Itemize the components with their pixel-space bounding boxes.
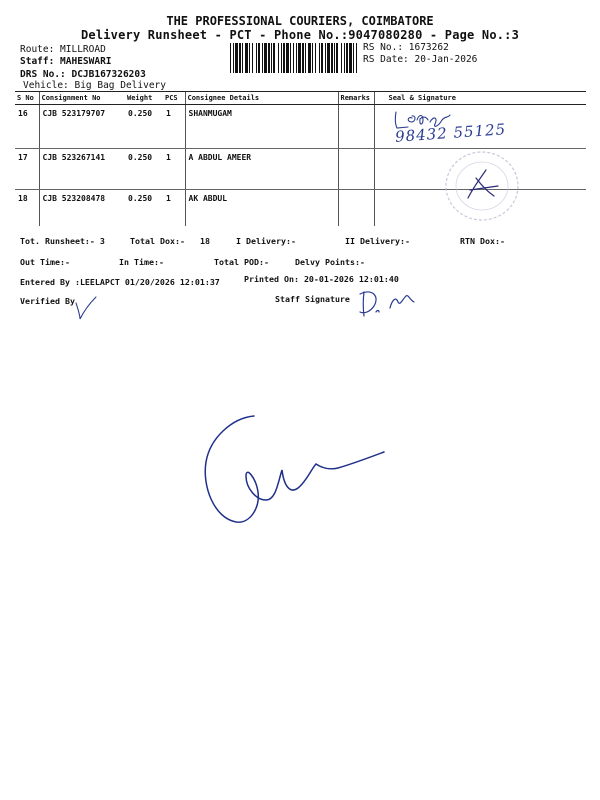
staff-signature [350,286,430,320]
in-time: In Time:- [119,257,164,267]
cell-consignee: A ABDUL AMEER [185,149,338,190]
cell-consignee: SHANMUGAM [185,105,338,149]
table-header-row [15,92,586,105]
header-pcs: PCS [163,92,185,105]
cell-consignment: CJB 523208478 [39,190,125,227]
cell-sno: 16 [15,105,39,149]
cell-weight: 0.250 [125,149,163,190]
header-seal-signature: Seal & Signature [374,92,586,105]
cell-remarks [338,190,374,227]
header-remarks: Remarks [338,92,374,105]
ii-delivery: II Delivery:- [345,236,410,246]
cell-sno: 17 [15,149,39,190]
cell-pcs: 1 [163,105,185,149]
total-dox-label: Total Dox:- [130,236,185,246]
staff-label: Staff: MAHESWARI [20,56,112,67]
header-weight: Weight [125,92,163,105]
out-time: Out Time:- [20,257,70,267]
cell-remarks [338,149,374,190]
entered-by: Entered By :LEELAPCT 01/20/2026 12:01:37 [20,277,220,287]
runsheet-title: Delivery Runsheet - PCT - Phone No.:9047080280 - Page No.:3 [80,28,520,42]
cell-remarks [338,105,374,149]
company-name: THE PROFESSIONAL COURIERS, COIMBATORE [166,14,434,28]
verified-by-label: Verified By [20,296,75,306]
rtn-dox: RTN Dox:- [460,236,505,246]
cell-consignment: CJB 523267141 [39,149,125,190]
rs-date: RS Date: 20-Jan-2026 [363,54,478,65]
cell-pcs: 1 [163,149,185,190]
cell-weight: 0.250 [128,194,153,203]
header-consignment: Consignment No [39,92,125,105]
drs-number: DRS No.: DCJB167326203 [20,69,146,80]
cell-consignee: AK ABDUL [185,190,338,227]
seal-stamp [440,146,524,226]
cell-weight: 0.250 [125,105,163,149]
cell-pcs: 1 [166,194,171,203]
total-dox-value: 18 [200,236,210,246]
i-delivery: I Delivery:- [236,236,296,246]
vehicle-label: Vehicle: Big Bag Delivery [23,80,166,91]
cell-sno: 18 [18,194,28,203]
barcode-image [230,43,358,73]
total-runsheet: Tot. Runsheet:- 3 [20,236,105,246]
header-consignee: Consignee Details [185,92,338,105]
header-sno: S No [15,92,39,105]
route-label: Route: MILLROAD [20,44,106,55]
printed-on: Printed On: 20-01-2026 12:01:40 [244,274,399,284]
staff-signature-label: Staff Signature [275,294,350,304]
rs-number: RS No.: 1673262 [363,42,449,53]
cell-consignment: CJB 523179707 [39,105,125,149]
delivery-points: Delvy Points:- [295,257,365,267]
large-signature [196,408,392,530]
total-pod: Total POD:- [214,257,269,267]
handwritten-phone: 98432 55125 [394,120,507,146]
verified-by-signature [70,293,110,323]
